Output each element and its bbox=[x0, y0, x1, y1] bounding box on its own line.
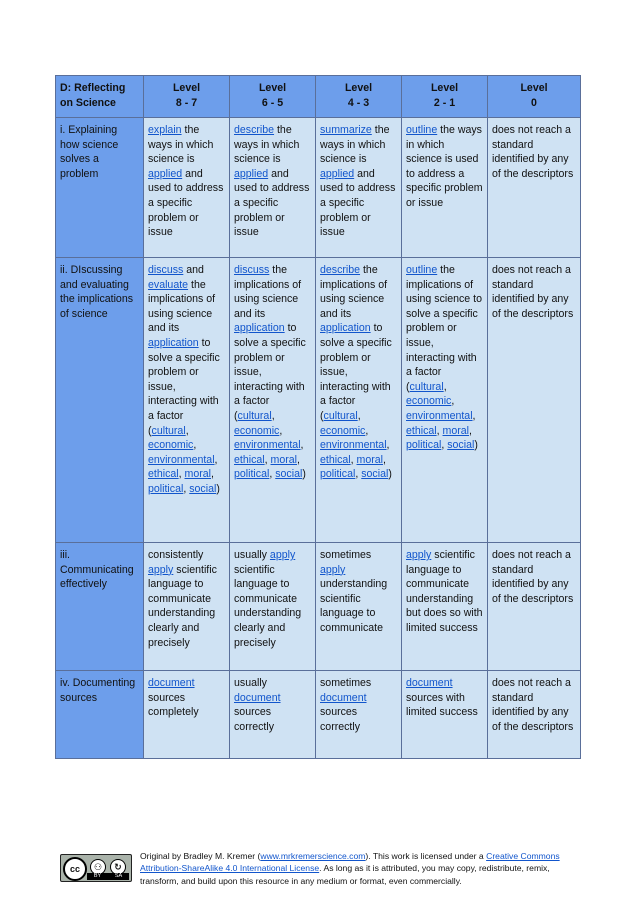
command-term-link[interactable]: apply bbox=[148, 563, 174, 576]
license-text bbox=[140, 850, 580, 887]
command-term-link[interactable]: application bbox=[234, 322, 285, 335]
command-term-link[interactable]: describe bbox=[320, 264, 361, 276]
descriptor-text: the ways in which science is bbox=[320, 124, 390, 166]
descriptor-cell bbox=[488, 671, 581, 759]
command-term-link[interactable]: economic bbox=[234, 424, 280, 437]
descriptor-text: ) bbox=[216, 482, 220, 495]
descriptor-cell bbox=[144, 258, 230, 543]
criterion-cell: ii. DIscussing and evaluating the implications of science bbox=[56, 258, 144, 543]
criterion-title-line1: D: Reflecting bbox=[60, 82, 126, 94]
descriptor-cell bbox=[316, 543, 402, 671]
license-text-part: . As long as it is attributed, you may copy, redistribute, remix, transform, and build upon this resource in any medium or format, even commercially. bbox=[140, 863, 550, 886]
descriptor-text: the implications of using science to solve a specific problem or issue, interacting with a factor ( bbox=[406, 264, 482, 393]
descriptor-text: , bbox=[350, 453, 357, 466]
command-term-link[interactable]: summarize bbox=[320, 124, 372, 136]
level-label: Level bbox=[430, 82, 459, 94]
descriptor-text: , bbox=[185, 424, 189, 437]
command-term-link[interactable]: application bbox=[148, 336, 199, 349]
table-row bbox=[56, 543, 581, 671]
command-term-link[interactable]: environmental bbox=[406, 409, 473, 422]
command-term-link[interactable]: explain bbox=[148, 124, 182, 136]
descriptor-text: the ways in which science is bbox=[234, 124, 300, 166]
level-label: Level bbox=[344, 82, 373, 94]
share-alike-icon: ↻ bbox=[110, 859, 126, 875]
level-range: 8 - 7 bbox=[175, 96, 198, 109]
descriptor-text: and bbox=[183, 264, 204, 276]
descriptor-cell bbox=[316, 118, 402, 258]
criterion-cell: iii. Communicating effectively bbox=[56, 543, 144, 671]
descriptor-text: , bbox=[269, 468, 276, 481]
license-text-part: Original by Bradley M. Kremer ( bbox=[140, 851, 261, 861]
level-header-0 bbox=[488, 76, 581, 118]
criterion-title-line2: on Science bbox=[60, 96, 116, 109]
descriptor-text: sometimes bbox=[320, 677, 372, 689]
command-term-link[interactable]: environmental bbox=[320, 439, 387, 452]
descriptor-text: and used to address a specific problem or issue bbox=[234, 167, 310, 239]
descriptor-text: , bbox=[211, 468, 214, 481]
descriptor-text: does not reach a standard identified by any of the descriptors bbox=[492, 549, 574, 605]
descriptor-text: , bbox=[383, 453, 386, 466]
descriptor-text: does not reach a standard identified by any of the descriptors bbox=[492, 677, 574, 733]
rubric-table bbox=[55, 75, 581, 759]
descriptor-cell bbox=[144, 543, 230, 671]
license-footer bbox=[60, 848, 580, 892]
badge-sa-label: SA bbox=[114, 873, 123, 879]
descriptor-cell bbox=[230, 543, 316, 671]
level-header-2-1 bbox=[402, 76, 488, 118]
command-term-link[interactable]: document bbox=[148, 677, 195, 689]
descriptor-cell bbox=[402, 671, 488, 759]
command-term-link[interactable]: apply bbox=[406, 549, 432, 561]
descriptor-text: usually bbox=[234, 677, 267, 689]
command-term-link[interactable]: moral bbox=[442, 424, 470, 437]
attribution-icon: ⚇ bbox=[90, 859, 106, 875]
table-row bbox=[56, 671, 581, 759]
descriptor-text: , bbox=[469, 424, 472, 437]
descriptor-cell bbox=[488, 543, 581, 671]
descriptor-text: scientific language to communicate understanding clearly and precisely bbox=[148, 563, 217, 649]
descriptor-text: , bbox=[436, 424, 443, 437]
command-term-link[interactable]: environmental bbox=[234, 439, 301, 452]
descriptor-text: sources correctly bbox=[320, 706, 361, 733]
descriptor-text: to solve a specific problem or issue, interacting with a factor ( bbox=[148, 336, 220, 437]
descriptor-cell bbox=[402, 543, 488, 671]
descriptor-text: the ways in which science is bbox=[148, 124, 214, 166]
descriptor-cell bbox=[402, 258, 488, 543]
command-term-link[interactable]: cultural bbox=[409, 380, 444, 393]
command-term-link[interactable]: ethical bbox=[320, 453, 351, 466]
command-term-link[interactable]: ethical bbox=[148, 468, 179, 481]
descriptor-cell bbox=[402, 118, 488, 258]
criterion-cell: i. Explaining how science solves a problem bbox=[56, 118, 144, 258]
descriptor-text: , bbox=[183, 482, 190, 495]
descriptor-text: , bbox=[357, 409, 361, 422]
level-range: 0 bbox=[531, 96, 537, 109]
cc-logo-icon: cc bbox=[63, 857, 87, 881]
command-term-link[interactable]: social bbox=[361, 468, 389, 481]
criterion-cell: iv. Documenting sources bbox=[56, 671, 144, 759]
descriptor-cell bbox=[488, 258, 581, 543]
command-term-link[interactable]: evaluate bbox=[148, 278, 189, 291]
descriptor-text: scientific language to communicate understanding clearly and precisely bbox=[234, 563, 302, 649]
level-header-6-5 bbox=[230, 76, 316, 118]
command-term-link[interactable]: ethical bbox=[234, 453, 265, 466]
descriptor-text: , bbox=[441, 439, 448, 452]
descriptor-text: sometimes bbox=[320, 549, 372, 561]
descriptor-text: consistently bbox=[148, 549, 204, 561]
command-term-link[interactable]: describe bbox=[234, 124, 275, 136]
command-term-link[interactable]: applied bbox=[234, 167, 269, 180]
command-term-link[interactable]: economic bbox=[406, 395, 452, 408]
command-term-link[interactable]: environmental bbox=[148, 453, 215, 466]
level-label: Level bbox=[520, 82, 548, 94]
descriptor-text: sources with limited success bbox=[406, 691, 478, 719]
command-term-link[interactable]: moral bbox=[184, 468, 212, 481]
command-term-link[interactable]: document bbox=[320, 691, 367, 704]
command-term-link[interactable]: political bbox=[320, 468, 356, 481]
descriptor-text: , bbox=[279, 424, 283, 437]
command-term-link[interactable]: cultural bbox=[151, 424, 186, 437]
descriptor-text: to solve a specific problem or issue, interacting with a factor ( bbox=[234, 322, 306, 422]
descriptor-text: , bbox=[271, 409, 275, 422]
descriptor-text: and used to address a specific problem or issue bbox=[320, 167, 396, 239]
command-term-link[interactable]: economic bbox=[148, 439, 194, 452]
descriptor-text: sources completely bbox=[148, 691, 199, 719]
descriptor-cell bbox=[144, 118, 230, 258]
level-label: Level bbox=[258, 82, 287, 94]
descriptor-text: , bbox=[178, 468, 185, 481]
descriptor-text: does not reach a standard identified by any of the descriptors bbox=[492, 264, 574, 320]
descriptor-text: , bbox=[193, 439, 197, 452]
level-range: 2 - 1 bbox=[433, 96, 456, 109]
command-term-link[interactable]: cultural bbox=[237, 409, 272, 422]
command-term-link[interactable]: political bbox=[148, 482, 184, 495]
license-text-part: ). This work is licensed under a bbox=[365, 851, 487, 861]
descriptor-cell bbox=[316, 671, 402, 759]
level-header-4-3 bbox=[316, 76, 402, 118]
command-term-link[interactable]: ethical bbox=[406, 424, 437, 437]
level-range: 4 - 3 bbox=[347, 96, 370, 109]
descriptor-text: , bbox=[472, 409, 476, 422]
descriptor-text: , bbox=[300, 439, 304, 452]
command-term-link[interactable]: document bbox=[406, 677, 453, 689]
command-term-link[interactable]: social bbox=[447, 439, 475, 452]
command-term-link[interactable]: applied bbox=[148, 167, 183, 180]
command-term-link[interactable]: application bbox=[320, 322, 371, 335]
descriptor-text: , bbox=[214, 453, 218, 466]
level-label: Level bbox=[172, 82, 201, 94]
descriptor-text: scientific language to communicate understanding but does so with limited success bbox=[406, 549, 483, 634]
command-term-link[interactable]: moral bbox=[270, 453, 298, 466]
license-link[interactable]: Creative Commons Attribution-ShareAlike 4.0 International License bbox=[140, 851, 560, 874]
descriptor-text: sources correctly bbox=[234, 706, 275, 733]
badge-strip bbox=[87, 873, 129, 880]
level-range: 6 - 5 bbox=[261, 96, 284, 109]
descriptor-cell bbox=[144, 671, 230, 759]
table-row bbox=[56, 118, 581, 258]
descriptor-text: , bbox=[451, 395, 455, 408]
descriptor-text: the implications of using science and its bbox=[148, 278, 216, 335]
descriptor-text: , bbox=[355, 468, 362, 481]
command-term-link[interactable]: apply bbox=[320, 563, 346, 576]
command-term-link[interactable]: discuss bbox=[234, 264, 270, 276]
descriptor-cell bbox=[230, 671, 316, 759]
descriptor-text: does not reach a standard identified by any of the descriptors bbox=[492, 124, 574, 180]
command-term-link[interactable]: social bbox=[189, 482, 217, 495]
table-row bbox=[56, 258, 581, 543]
descriptor-text: , bbox=[443, 380, 447, 393]
command-term-link[interactable]: outline bbox=[406, 124, 438, 136]
descriptor-cell bbox=[316, 258, 402, 543]
criterion-header bbox=[56, 76, 144, 118]
command-term-link[interactable]: political bbox=[234, 468, 270, 481]
descriptor-text: the implications of using science and its bbox=[320, 264, 388, 320]
descriptor-text: , bbox=[264, 453, 271, 466]
descriptor-text: the implications of using science and its bbox=[234, 264, 302, 320]
level-header-8-7 bbox=[144, 76, 230, 118]
descriptor-cell bbox=[488, 118, 581, 258]
header-row bbox=[56, 76, 581, 118]
descriptor-text: ) bbox=[388, 468, 392, 481]
badge-by-label: BY bbox=[93, 873, 102, 879]
descriptor-cell bbox=[230, 258, 316, 543]
descriptor-text: , bbox=[365, 424, 369, 437]
descriptor-text: to solve a specific problem or issue, interacting with a factor ( bbox=[320, 322, 392, 422]
command-term-link[interactable]: economic bbox=[320, 424, 366, 437]
command-term-link[interactable]: document bbox=[234, 691, 281, 704]
descriptor-text: understanding scientific language to communicate bbox=[320, 578, 388, 634]
website-link[interactable]: www.mrkremerscience.com bbox=[260, 851, 366, 861]
command-term-link[interactable]: social bbox=[275, 468, 303, 481]
descriptor-text: and used to address a specific problem or issue bbox=[148, 167, 224, 239]
command-term-link[interactable]: moral bbox=[356, 453, 384, 466]
cc-by-sa-badge-icon[interactable] bbox=[60, 854, 132, 882]
command-term-link[interactable]: discuss bbox=[148, 264, 184, 276]
command-term-link[interactable]: outline bbox=[406, 264, 438, 276]
descriptor-text: the ways in which science is used to address a specific problem or issue bbox=[406, 124, 483, 209]
command-term-link[interactable]: cultural bbox=[323, 409, 358, 422]
descriptor-text: ) bbox=[474, 439, 478, 452]
command-term-link[interactable]: applied bbox=[320, 167, 355, 180]
descriptor-cell bbox=[230, 118, 316, 258]
command-term-link[interactable]: apply bbox=[269, 549, 296, 561]
descriptor-text: usually bbox=[234, 549, 270, 561]
command-term-link[interactable]: political bbox=[406, 439, 442, 452]
descriptor-text: , bbox=[297, 453, 300, 466]
descriptor-text: ) bbox=[302, 468, 306, 481]
descriptor-text: , bbox=[386, 439, 390, 452]
